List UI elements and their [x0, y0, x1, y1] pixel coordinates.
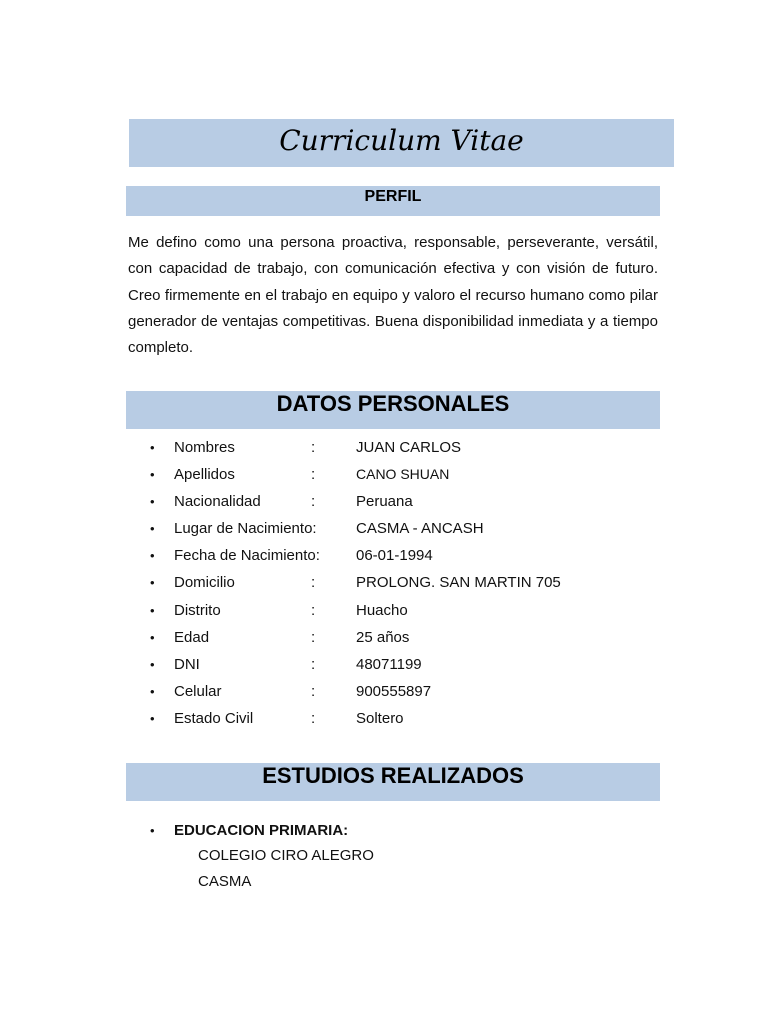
education-school: COLEGIO CIRO ALEGRO [198, 847, 374, 864]
bullet: • [150, 467, 155, 483]
personal-item-fecha-nacimiento [0, 542, 768, 569]
field-value: 900555897 [356, 682, 432, 700]
field-colon: : [311, 574, 316, 592]
personal-item-celular [0, 678, 768, 705]
personal-item-domicilio [0, 569, 768, 596]
title-banner [129, 119, 674, 167]
field-colon: : [311, 709, 316, 727]
field-value: 25 años [356, 628, 410, 646]
bullet: • [150, 602, 155, 618]
field-label: Nacionalidad [174, 493, 261, 511]
bullet: • [150, 521, 155, 537]
field-value: CANO SHUAN [356, 466, 450, 483]
personal-item-distrito [0, 597, 768, 624]
field-colon: : [311, 682, 316, 700]
personal-item-apellidos [0, 461, 768, 488]
bullet: • [150, 710, 155, 726]
profile-section-header [126, 186, 660, 216]
field-label: Fecha de Nacimiento: [174, 547, 320, 565]
personal-data-heading: DATOS PERSONALES [276, 391, 510, 416]
bullet: • [150, 656, 155, 672]
personal-item-lugar-nacimiento [0, 515, 768, 542]
field-value: 48071199 [356, 655, 422, 673]
field-colon: : [311, 493, 316, 511]
education-item-primary [0, 818, 768, 843]
field-colon: : [311, 628, 316, 646]
bullet: • [150, 440, 155, 455]
bullet: • [150, 629, 155, 645]
field-value: Huacho [356, 601, 408, 619]
education-level-label: EDUCACION PRIMARIA: [174, 822, 349, 839]
field-value: Soltero [356, 709, 404, 727]
education-list [0, 818, 768, 890]
personal-item-edad [0, 624, 768, 651]
personal-item-dni [0, 651, 768, 678]
field-label: Lugar de Nacimiento: [174, 520, 317, 538]
bullet: • [150, 683, 155, 699]
bullet: • [150, 494, 155, 510]
personal-item-nacionalidad [0, 488, 768, 515]
education-heading: ESTUDIOS REALIZADOS [262, 763, 524, 788]
bullet: • [150, 575, 155, 591]
field-label: Apellidos [174, 466, 235, 484]
field-colon: : [311, 439, 316, 456]
personal-item-nombres [0, 434, 768, 461]
field-value: CASMA - ANCASH [356, 520, 484, 538]
field-label: Estado Civil [174, 709, 254, 727]
education-section-header [126, 763, 660, 801]
personal-data-list [0, 434, 768, 732]
profile-heading: PERFIL [364, 188, 422, 205]
field-label: Celular [174, 682, 222, 700]
field-label: Nombres [174, 439, 235, 456]
field-label: DNI [174, 655, 200, 673]
field-value: PROLONG. SAN MARTIN 705 [356, 574, 561, 592]
personal-data-section-header [126, 391, 660, 429]
field-colon: : [311, 655, 316, 673]
personal-item-estado-civil [0, 705, 768, 732]
education-city: CASMA [198, 873, 252, 890]
field-value: JUAN CARLOS [356, 439, 462, 456]
field-colon: : [311, 466, 316, 484]
document-title: Curriculum Vitae [279, 124, 524, 157]
field-label: Distrito [174, 601, 221, 619]
bullet: • [150, 823, 155, 838]
field-value: Peruana [356, 493, 413, 511]
field-value: 06-01-1994 [356, 547, 433, 565]
field-label: Domicilio [174, 574, 235, 592]
bullet: • [150, 548, 155, 564]
field-colon: : [311, 601, 316, 619]
profile-paragraph: Me defino como una persona proactiva, responsable, perseverante, versátil, con capacidad de trabajo, con comunicación efectiva y con visión de futuro. Creo firmemente en el trabajo en equipo y valoro el recurso humano como pilar generador de ventajas competitivas. Buena disponibilidad inmediata y a tiempo completo. [128, 234, 658, 357]
field-label: Edad [174, 628, 210, 646]
